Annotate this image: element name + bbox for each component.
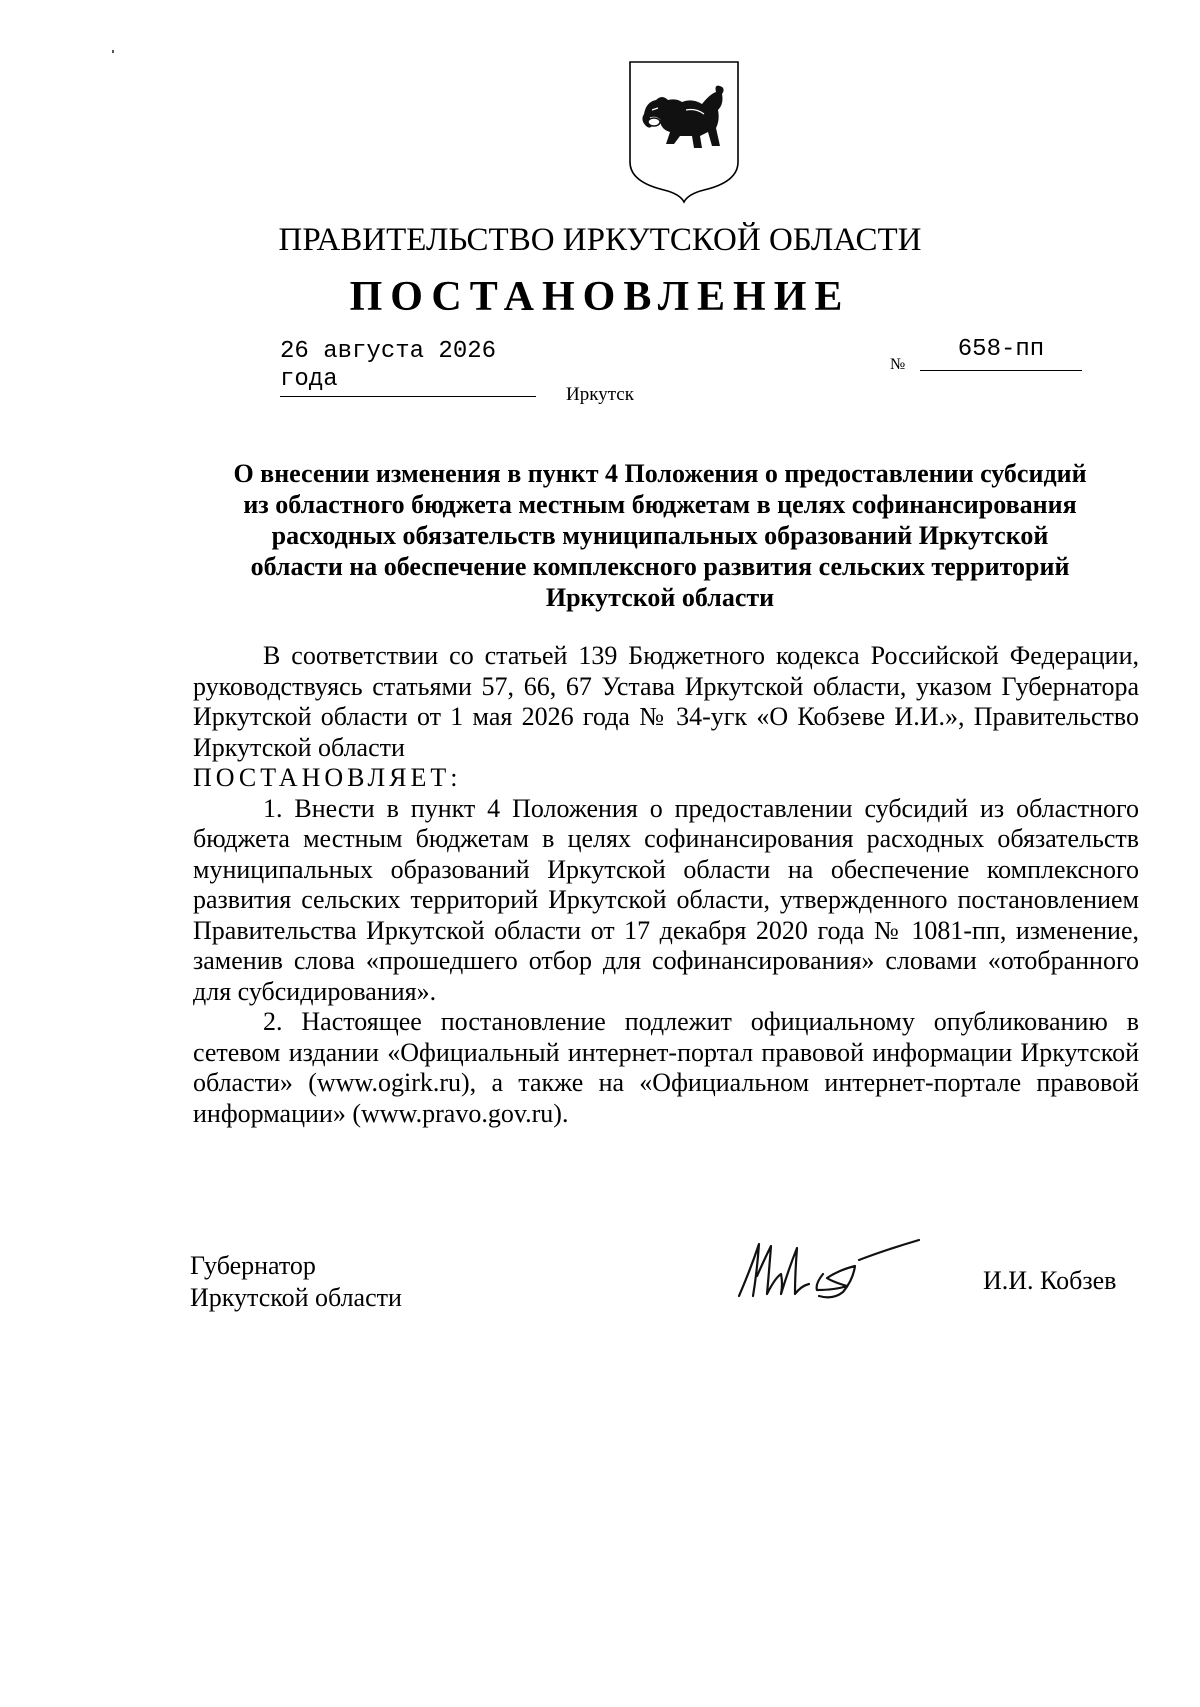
title-line: О внесении изменения в пункт 4 Положения о предоставлении субсидий — [233, 459, 1087, 488]
position-line: Иркутской области — [190, 1283, 402, 1312]
city-name: Иркутск — [566, 384, 634, 405]
document-title — [180, 458, 1140, 613]
document-number: 658-пп — [920, 336, 1082, 371]
document-type: ПОСТАНОВЛЕНИЕ — [349, 274, 851, 320]
resolves-heading: ПОСТАНОВЛЯЕТ: — [193, 763, 462, 792]
title-line: расходных обязательств муниципальных образований Иркутской — [271, 521, 1049, 550]
document-number-field — [890, 336, 1085, 376]
position-line: Губернатор — [190, 1251, 316, 1280]
document-date: 26 августа 2026 года — [280, 338, 536, 397]
item-1-paragraph: 1. Внести в пункт 4 Положения о предоставлении субсидий из областного бюджета местным бюджетам в целях софинансирования расходных обязательств муниципальных образований Иркутской области на обеспечение комплексного развития сельских территорий Иркутской области, утвержденного постановлением Правительства Иркутской области от 17 декабря 2020 года № 1081-пп, изменение, заменив слова «прошедшего отбор для софинансирования» словами «отобранного для субсидирования». — [193, 793, 1139, 1006]
number-sign: № — [890, 356, 906, 373]
title-line: Иркутской области — [545, 583, 775, 612]
signatory-position — [190, 1250, 402, 1314]
coat-of-arms-icon — [626, 58, 742, 206]
scan-speck — [112, 50, 114, 53]
signatory-name: И.И. Кобзев — [983, 1266, 1117, 1295]
organization-name: ПРАВИТЕЛЬСТВО ИРКУТСКОЙ ОБЛАСТИ — [278, 222, 922, 258]
title-line: области на обеспечение комплексного развития сельских территорий — [250, 552, 1070, 581]
title-line: из областного бюджета местным бюджетам в целях софинансирования — [243, 490, 1077, 519]
preamble-paragraph: В соответствии со статьей 139 Бюджетного кодекса Российской Федерации, руководствуясь статьями 57, 66, 67 Устава Иркутской области, указом Губернатора Иркутской области от 1 мая 2026 года № 34-угк «О Кобзеве И.И.», Правительство Иркутской области — [193, 641, 1139, 762]
handwritten-signature-icon — [735, 1238, 925, 1318]
document-body — [193, 641, 1139, 1129]
item-2-paragraph: 2. Настоящее постановление подлежит официальному опубликованию в сетевом издании «Официальный интернет-портал правовой информации Иркутской области» (www.ogirk.ru), а также на «Официальном интернет-портале правовой информации» (www.pravo.gov.ru). — [193, 1007, 1139, 1128]
